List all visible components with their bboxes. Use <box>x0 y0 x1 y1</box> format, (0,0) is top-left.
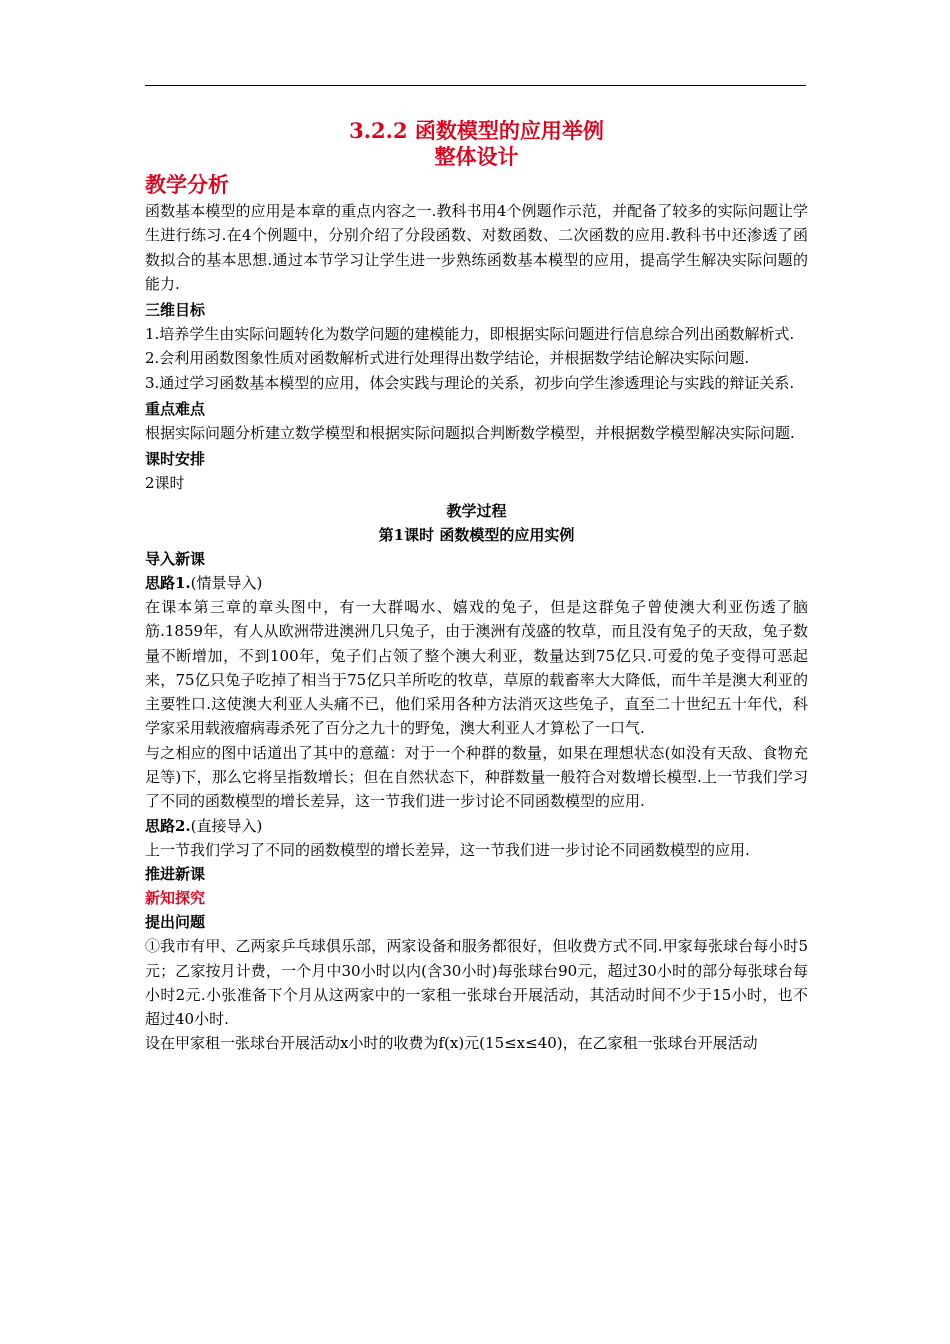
idea2-tag: (直接导入) <box>190 816 263 835</box>
document-page <box>145 118 808 1056</box>
advance-heading: 推进新课 <box>145 865 206 884</box>
idea2-paragraph: 上一节我们学习了不同的函数模型的增长差异，这一节我们进一步讨论不同函数模型的应用. <box>145 840 750 859</box>
intro-heading: 导入新课 <box>145 549 206 568</box>
problem-paragraph-1: ①我市有甲、乙两家乒乓球俱乐部，两家设备和服务都很好，但收费方式不同.甲家每张球台每小时5元；乙家按月计费，一个月中30小时以内(含30小时)每张球台90元，超过30小时的部分每张球台每小时2元.小张准备下个月从这两家中的一家租一张球台开展活动，其活动时间不少于15小时，也不超过40小时. <box>145 937 808 1029</box>
idea1-line <box>145 571 808 595</box>
schedule-text: 2课时 <box>145 474 185 493</box>
schedule-heading: 课时安排 <box>145 450 206 469</box>
analysis-heading: 教学分析 <box>145 172 229 197</box>
analysis-text: 函数基本模型的应用是本章的重点内容之一.教科书用4个例题作示范，并配备了较多的实际问题让学生进行练习.在4个例题中，分别介绍了分段函数、对数函数、二次函数的应用.教科书中还渗透了函数拟合的基本思想.通过本节学习让学生进一步熟练函数基本模型的应用，提高学生解决实际问题的能力. <box>145 202 808 293</box>
problem-heading: 提出问题 <box>145 913 206 932</box>
lesson-title: 第1课时 函数模型的应用实例 <box>378 525 575 544</box>
keypoints-text: 根据实际问题分析建立数学模型和根据实际问题拟合判断数学模型，并根据数学模型解决实际问题. <box>145 424 795 443</box>
keypoints-heading: 重点难点 <box>145 400 206 419</box>
goal-item-3: 3.通过学习函数基本模型的应用，体会实践与理论的关系，初步向学生渗透理论与实践的辩证关系. <box>145 373 795 392</box>
idea1-paragraph-1: 在课本第三章的章头图中，有一大群喝水、嬉戏的兔子，但是这群兔子曾使澳大利亚伤透了脑筋.1859年，有人从欧洲带进澳洲几只兔子，由于澳洲有茂盛的牧草，而且没有兔子的天敌，兔子数量不断增加，不到100年，兔子们占领了整个澳大利亚，数量达到75亿只.可爱的兔子变得可恶起来，75亿只兔子吃掉了相当于75亿只羊所吃的牧草，草原的载畜率大大降低，而牛羊是澳大利亚的主要牲口.这使澳大利亚人头痛不已，他们采用各种方法消灭这些兔子，直至二十世纪五十年代，科学家采用载液瘤病毒杀死了百分之九十的野兔，澳大利亚人才算松了一口气. <box>145 597 808 738</box>
header-rule <box>145 85 806 86</box>
section-subtitle: 整体设计 <box>434 144 519 169</box>
goal-item-1: 1.培养学生由实际问题转化为数学问题的建模能力，即根据实际问题进行信息综合列出函数解析式. <box>145 325 795 344</box>
process-heading: 教学过程 <box>446 501 507 520</box>
idea1-paragraph-2: 与之相应的图中话道出了其中的意蕴：对于一个种群的数量，如果在理想状态(如没有天敌、食物充足等)下，那么它将呈指数增长；但在自然状态下，种群数量一般符合对数增长模型.上一节我们学习了不同的函数模型的增长差异，这一节我们进一步讨论不同函数模型的应用. <box>145 743 808 811</box>
problem-paragraph-2: 设在甲家租一张球台开展活动x小时的收费为f(x)元(15≤x≤40)，在乙家租一张球台开展活动 <box>145 1034 758 1053</box>
goal-item-2: 2.会利用函数图象性质对函数解析式进行处理得出数学结论，并根据数学结论解决实际问题. <box>145 349 750 368</box>
idea1-tag: (情景导入) <box>190 573 263 592</box>
idea1-label: 思路1. <box>145 573 191 592</box>
goals-heading: 三维目标 <box>145 301 206 320</box>
section-title: 3.2.2 函数模型的应用举例 <box>349 118 604 143</box>
explore-heading: 新知探究 <box>145 889 206 908</box>
idea2-line <box>145 814 808 838</box>
idea2-label: 思路2. <box>145 816 191 835</box>
